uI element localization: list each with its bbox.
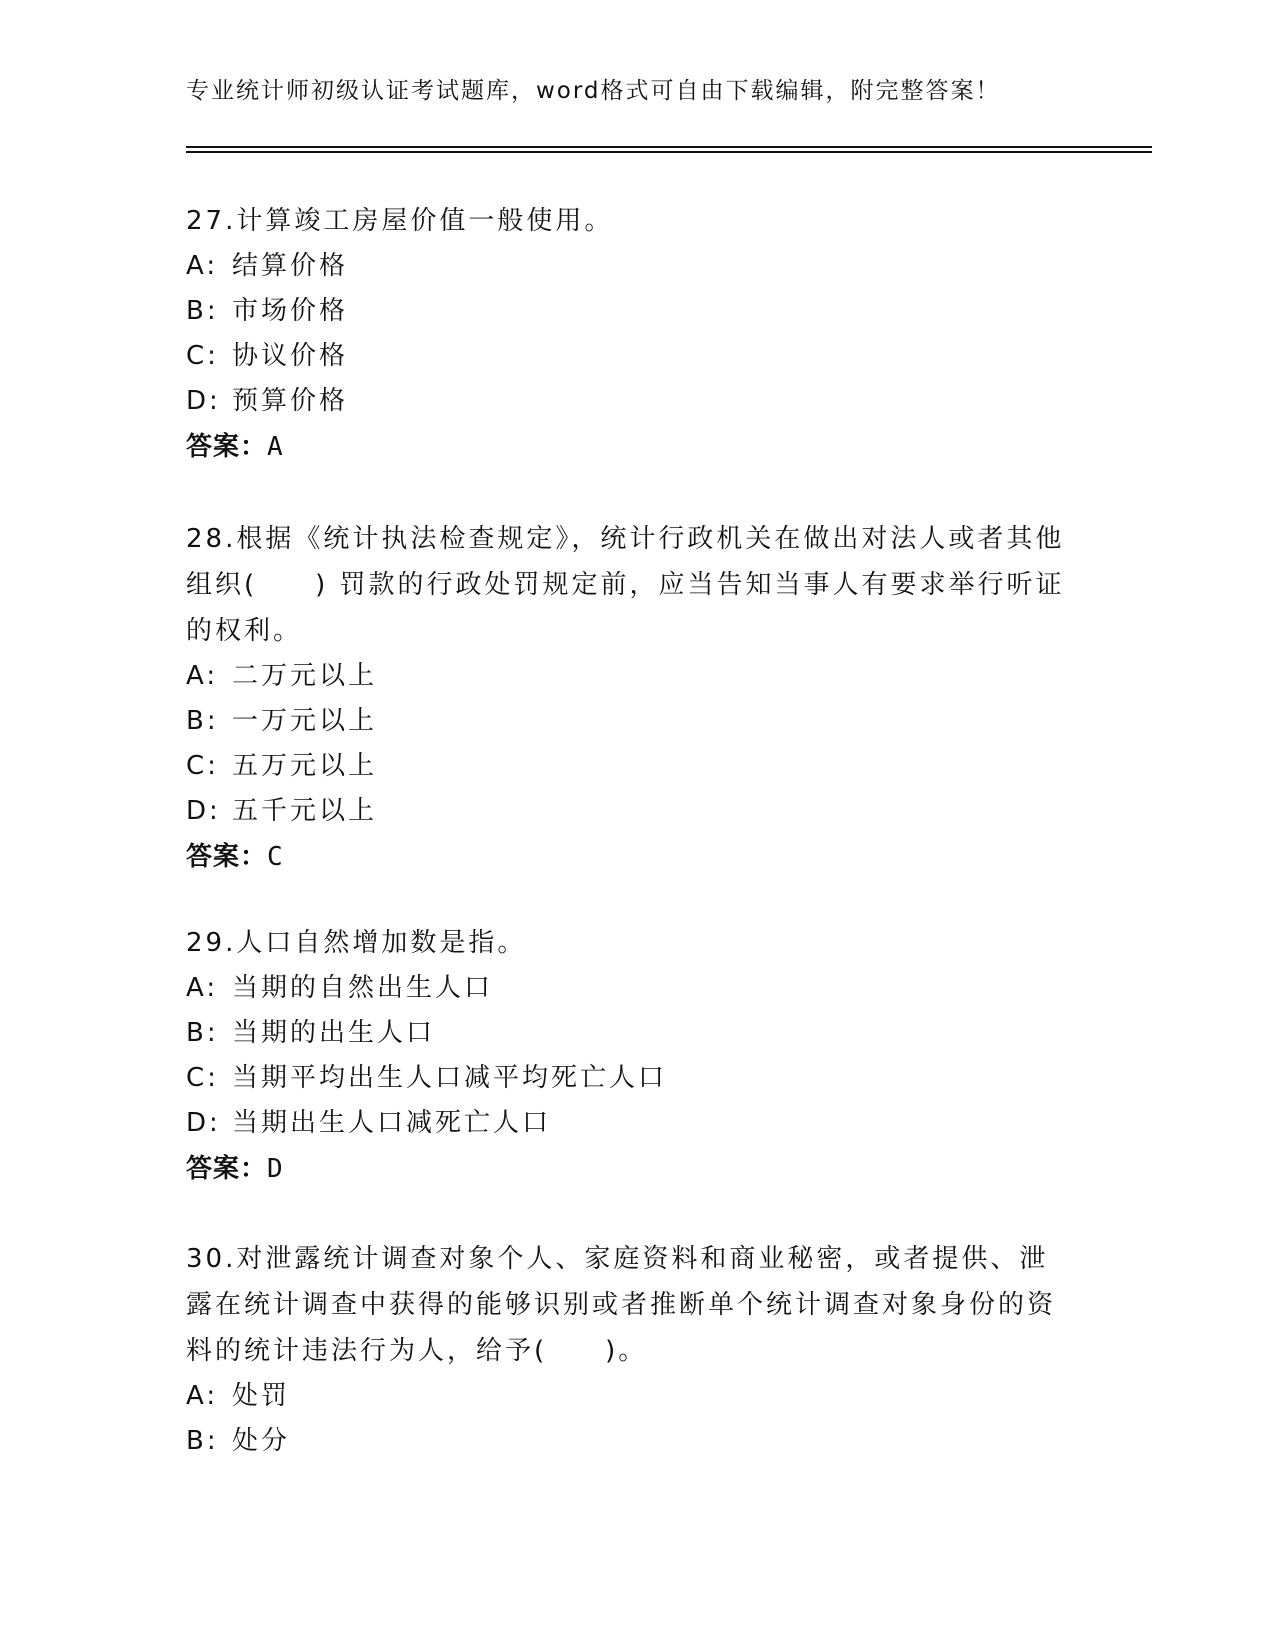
option-key: C: xyxy=(186,751,219,781)
question-30 xyxy=(186,1236,1076,1464)
option-key: D: xyxy=(186,386,221,416)
option-key: A: xyxy=(186,661,219,691)
option-b xyxy=(186,1011,1076,1056)
option-key: C: xyxy=(186,1063,219,1093)
option-b xyxy=(186,289,1076,334)
answer-label: 答案： xyxy=(186,842,268,872)
question-stem: 28.根据《统计执法检查规定》，统计行政机关在做出对法人或者其他组织( ) 罚款的行政处罚规定前，应当告知当事人有要求举行听证的权利。 xyxy=(186,524,1065,646)
option-b xyxy=(186,699,1076,744)
option-text: 当期的自然出生人口 xyxy=(232,973,494,1003)
header-text: 专业统计师初级认证考试题库，word格式可自由下载编辑，附完整答案！ xyxy=(186,78,1001,104)
option-b xyxy=(186,1419,1076,1464)
question-27 xyxy=(186,198,1076,470)
option-text: 一万元以上 xyxy=(232,706,378,736)
option-text: 协议价格 xyxy=(232,341,349,371)
option-text: 二万元以上 xyxy=(232,661,378,691)
option-key: A: xyxy=(186,251,219,281)
option-d xyxy=(186,1101,1076,1146)
answer-value: D xyxy=(267,1154,284,1184)
option-key: A: xyxy=(186,1381,219,1411)
option-c xyxy=(186,1056,1076,1101)
question-stem: 27.计算竣工房屋价值一般使用。 xyxy=(186,206,614,236)
option-d xyxy=(186,789,1076,834)
question-28 xyxy=(186,516,1076,880)
answer-line xyxy=(186,424,1076,470)
option-key: B: xyxy=(186,706,219,736)
question-stem: 30.对泄露统计调查对象个人、家庭资料和商业秘密，或者提供、泄露在统计调查中获得的能够识别或者推断单个统计调查对象身份的资料的统计违法行为人，给予( )。 xyxy=(186,1244,1057,1366)
option-text: 当期出生人口减死亡人口 xyxy=(232,1108,552,1138)
option-text: 当期平均出生人口减平均死亡人口 xyxy=(232,1063,668,1093)
option-text: 五千元以上 xyxy=(232,796,378,826)
option-text: 市场价格 xyxy=(232,296,349,326)
option-text: 当期的出生人口 xyxy=(232,1018,436,1048)
option-text: 处分 xyxy=(232,1426,291,1456)
option-key: B: xyxy=(186,296,219,326)
option-key: C: xyxy=(186,341,219,371)
answer-label: 答案： xyxy=(186,1154,268,1184)
answer-value: A xyxy=(267,432,284,462)
option-text: 预算价格 xyxy=(232,386,349,416)
question-29 xyxy=(186,920,1076,1192)
option-key: B: xyxy=(186,1018,219,1048)
option-a xyxy=(186,654,1076,699)
option-c xyxy=(186,744,1076,789)
option-a xyxy=(186,1374,1076,1419)
answer-label: 答案： xyxy=(186,432,268,462)
option-d xyxy=(186,379,1076,424)
option-key: A: xyxy=(186,973,219,1003)
option-key: B: xyxy=(186,1426,219,1456)
option-text: 结算价格 xyxy=(232,251,349,281)
answer-line xyxy=(186,1146,1076,1192)
option-text: 处罚 xyxy=(232,1381,291,1411)
answer-line xyxy=(186,834,1076,880)
option-key: D: xyxy=(186,1108,221,1138)
answer-value: C xyxy=(267,842,284,872)
option-a xyxy=(186,244,1076,289)
header-divider-bottom xyxy=(186,151,1152,153)
header-divider-top xyxy=(186,146,1152,148)
option-c xyxy=(186,334,1076,379)
option-text: 五万元以上 xyxy=(232,751,378,781)
question-stem: 29.人口自然增加数是指。 xyxy=(186,928,527,958)
option-a xyxy=(186,966,1076,1011)
option-key: D: xyxy=(186,796,221,826)
